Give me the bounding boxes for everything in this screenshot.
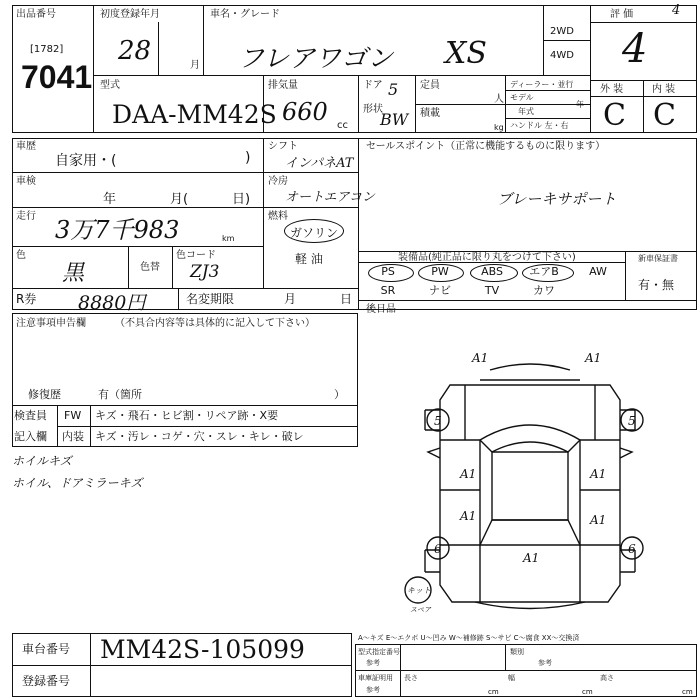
shift-label: シフト (268, 141, 298, 152)
chassis-value: MM42S-105099 (100, 635, 305, 664)
mark-right-rear-door: A1 (590, 513, 607, 527)
lot-number: 7041 (21, 59, 93, 95)
color-change-label: 色替 (140, 262, 160, 273)
insp-month: 月( (170, 192, 189, 207)
spare-label: スペア (410, 606, 431, 614)
person-unit: 人 (494, 94, 504, 105)
mark-rear-hatch: A1 (523, 551, 540, 565)
divider (57, 405, 58, 447)
history-label: 車歴 (16, 141, 36, 152)
new-warranty-value: 有・無 (638, 278, 675, 292)
capacity-label: 定員 (420, 80, 440, 91)
divider (400, 644, 401, 697)
divider (12, 246, 263, 247)
equip-pw-circle (418, 264, 464, 282)
score-label: 評 価 (610, 9, 634, 20)
equip-airbag-circle (522, 264, 574, 282)
mark-left-front-door: A1 (460, 467, 477, 481)
name-change-day: 日 (340, 292, 353, 306)
divider (590, 96, 697, 97)
mark-front-right: A1 (585, 351, 602, 365)
divider (12, 172, 358, 173)
remark-1: ホイルキズ (12, 454, 72, 468)
repair-label: 修復歴 (28, 388, 61, 401)
handle-label: ハンドル 左・右 (510, 121, 569, 130)
circle-mark-rear-left: 6 (434, 542, 442, 556)
repair-value: 有（箇所 (98, 388, 142, 401)
cc-unit: cc (337, 120, 348, 131)
new-warranty-label: 新車保証書 (638, 254, 678, 263)
reg-label: 登録番号 (22, 674, 71, 688)
ac-value: オートエアコン (285, 190, 375, 205)
color-label: 色 (16, 250, 26, 261)
reference-label-3: 参考 (366, 686, 380, 694)
door-label: ドア (363, 80, 383, 91)
divider (358, 75, 359, 133)
month-unit: 月 (190, 60, 200, 71)
type-cert-label: 型式指定番号 (358, 648, 400, 656)
equip-ps-circle (368, 264, 414, 282)
first-reg-year: 28 (118, 36, 152, 66)
remark-2: ホイル、ドアミラーキズ (12, 476, 143, 490)
circle-mark-front-right: 5 (628, 414, 636, 428)
divider (505, 90, 590, 91)
interior-row-label: 内装 (62, 430, 84, 443)
displacement-label: 排気量 (268, 80, 298, 91)
equip-abs-circle (470, 264, 518, 282)
ac-label: 冷房 (268, 176, 288, 187)
divider (203, 5, 204, 75)
equip-abs: ABS (481, 265, 503, 278)
mark-right-front-door: A1 (590, 467, 607, 481)
fuel-gas: ガソリン (290, 226, 339, 240)
circle-mark-front-left: 5 (434, 414, 442, 428)
divider (590, 80, 697, 81)
name-change-label: 名変期限 (186, 292, 235, 306)
rear-window (480, 520, 580, 545)
divider (57, 426, 358, 427)
year-unit: 年 (576, 100, 584, 109)
divider (543, 40, 590, 41)
sales-point-label: セールスポイント（正常に機能するものに限ります） (366, 141, 606, 152)
chassis-label: 車台番号 (22, 642, 71, 656)
circle-mark-rear-right: 6 (628, 542, 636, 556)
divider (178, 288, 179, 310)
spare-mark: キット (407, 586, 431, 595)
displacement: 660 (282, 98, 328, 126)
windshield (480, 425, 580, 452)
height-label: 高さ (600, 674, 614, 682)
width-label: 幅 (508, 674, 515, 682)
color-code: ZJ3 (190, 262, 220, 282)
divider (643, 80, 644, 133)
reference-label-1: 参考 (366, 659, 380, 667)
entry-label: 記入欄 (14, 430, 47, 443)
divider (590, 5, 591, 133)
divider (625, 251, 626, 300)
shift-value: インパネAT (285, 156, 354, 171)
divider (415, 104, 505, 105)
color-value: 黒 (62, 261, 85, 286)
mileage-label: 走行 (16, 211, 36, 222)
fuel-label: 燃料 (268, 211, 288, 222)
fw-text: キズ・飛石・ヒビ割・リペア跡・X要 (95, 409, 279, 422)
score: 4 (622, 26, 648, 72)
equip-tv: TV (484, 284, 500, 297)
interior-text: キズ・汚レ・コゲ・穴・スレ・キレ・破レ (95, 430, 304, 443)
equip-leather: カワ (533, 284, 555, 297)
interior-grade: C (653, 98, 676, 133)
recycle-value: 8880円 (78, 292, 146, 314)
mark-front-left: A1 (472, 351, 489, 365)
drive-4wd: 4WD (550, 50, 574, 61)
equip-sr: SR (380, 284, 396, 297)
shape-label: 形状 (363, 104, 383, 115)
car-damage-diagram (380, 340, 680, 620)
score-sub: 4 (672, 3, 681, 18)
equipment-row-2 (360, 284, 625, 300)
mark-left-rear-door: A1 (460, 509, 477, 523)
insp-day: 日) (232, 192, 251, 207)
equip-navi: ナビ (429, 284, 451, 297)
divider (128, 246, 129, 288)
car-name-label: 車名・グレード (210, 9, 280, 20)
fuel-light-oil: 軽 油 (295, 252, 323, 266)
inspection-label: 車検 (16, 176, 36, 187)
reference-label-2: 参考 (538, 659, 552, 667)
right-side (580, 440, 620, 545)
grade: XS (445, 36, 487, 71)
divider (590, 22, 697, 23)
cert-label: 車庫証明用 (358, 674, 393, 682)
inspector-label: 検査員 (14, 409, 47, 422)
car-name: フレアワゴン (238, 44, 393, 74)
cm-unit-1: cm (488, 688, 499, 696)
model-code: DAA-MM42S (112, 100, 277, 129)
repair-close: ） (334, 388, 345, 401)
right-mirror (620, 448, 632, 458)
lot-code: [1782] (30, 44, 64, 55)
first-reg-label: 初度登録年月 (100, 9, 160, 20)
roof (492, 452, 568, 520)
exterior-label: 外 装 (600, 84, 624, 95)
history-value: 自家用・( (55, 153, 117, 169)
left-mirror (428, 448, 440, 458)
divider (90, 405, 91, 447)
color-code-label: 色コード (176, 250, 216, 261)
sales-point-text: ブレーキサポート (497, 190, 617, 208)
kg-unit: kg (494, 123, 504, 132)
notice-hint: （不具合内容等は具体的に記入して下さい） (115, 318, 315, 329)
model-label: 型式 (100, 80, 120, 91)
lot-label: 出品番号 (16, 9, 56, 20)
front-bumper-outline (490, 364, 570, 370)
divider (172, 246, 173, 288)
name-change-month: 月 (284, 292, 297, 306)
fuel-gas-circle (284, 219, 344, 243)
divider (12, 665, 352, 666)
recycle-label: R券 (16, 292, 37, 306)
divider (158, 22, 159, 75)
left-side (440, 440, 480, 545)
cm-unit-3: cm (682, 688, 693, 696)
exterior-grade: C (603, 98, 626, 133)
interior-label: 内 装 (652, 84, 676, 95)
divider (355, 670, 697, 671)
rear-bumper (475, 602, 585, 609)
history-close: ) (245, 150, 251, 166)
cm-unit-2: cm (582, 688, 593, 696)
door-value: 5 (388, 80, 399, 99)
notice-label: 注意事項申告欄 (16, 318, 86, 329)
hood-lines (465, 385, 595, 440)
model-year-label-1: モデル (510, 93, 534, 102)
divider (358, 300, 697, 301)
length-label: 長さ (404, 674, 418, 682)
divider (90, 633, 91, 697)
dealer-label: ディーラー・並行 (510, 80, 574, 89)
category-label: 類別 (510, 648, 524, 656)
insp-year: 年 (103, 192, 117, 207)
divider (93, 5, 94, 133)
damage-legend: A～キズ E～エクボ U～凹み W～補修跡 S～サビ C～腐食 XX～交換済 (358, 634, 580, 642)
shape-value: BW (380, 110, 409, 129)
divider (12, 288, 358, 289)
fw-label: FW (64, 409, 82, 422)
load-label: 積載 (420, 108, 440, 119)
equip-pw: PW (431, 265, 449, 278)
body-outline (440, 385, 620, 602)
equip-aw: AW (589, 265, 607, 278)
divider (358, 138, 359, 310)
divider (12, 207, 358, 208)
model-year-label-2: 年式 (518, 107, 534, 116)
divider (12, 405, 358, 406)
divider (263, 138, 264, 288)
after-label: 後日品 (366, 304, 396, 315)
equipment-label: 装備品(純正品に限り丸をつけて下さい) (398, 252, 576, 263)
equip-ps: PS (381, 265, 395, 278)
divider (93, 75, 590, 76)
km-unit: km (222, 234, 235, 243)
equip-airbag: エアB (529, 265, 559, 278)
divider (505, 644, 506, 670)
mileage-value: 3万7千983 (55, 216, 180, 244)
divider (505, 118, 590, 119)
drive-2wd: 2WD (550, 26, 574, 37)
